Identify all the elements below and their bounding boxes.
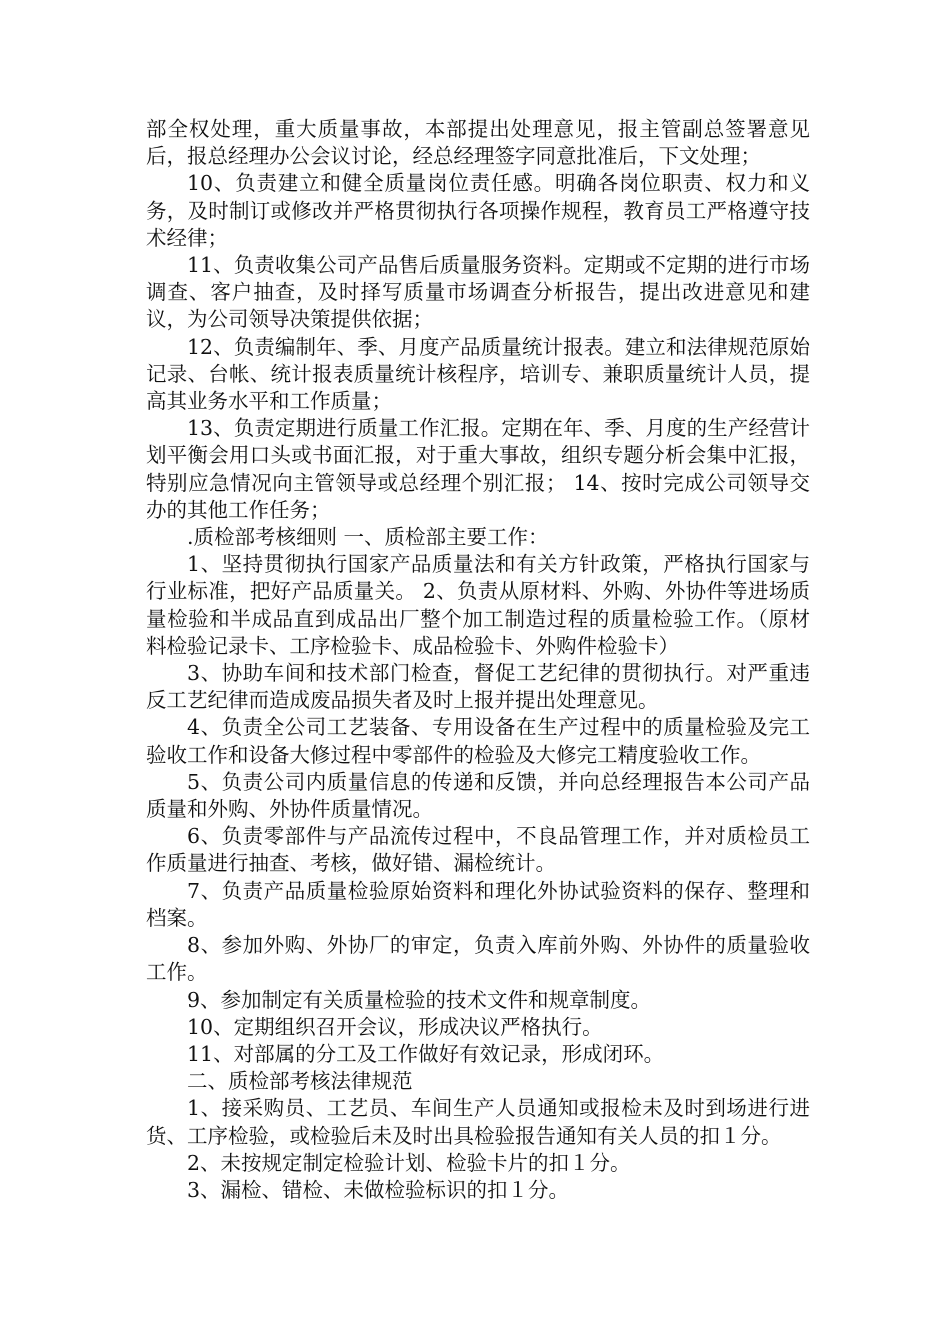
document-body	[146, 116, 810, 1204]
paragraph: 4、负责全公司工艺装备、专用设备在生产过程中的质量检验及完工验收工作和设备大修过程中零部件的检验及大修完工精度验收工作。	[146, 715, 810, 767]
paragraph: 12、负责编制年、季、月度产品质量统计报表。建立和法律规范原始记录、台帐、统计报表质量统计核程序，培训专、兼职质量统计人员，提高其业务水平和工作质量；	[146, 334, 810, 414]
paragraph: 11、对部属的分工及工作做好有效记录，形成闭环。	[187, 1041, 665, 1066]
paragraph: 1、坚持贯彻执行国家产品质量法和有关方针政策，严格执行国家与行业标准，把好产品质量关。 2、负责从原材料、外购、外协件等进场质量检验和半成品直到成品出厂整个加工制造过程的质量检验工作。（原材料检验记录卡、工序检验卡、成品检验卡、外购件检验卡）	[146, 552, 810, 658]
paragraph: 13、负责定期进行质量工作汇报。定期在年、季、月度的生产经营计划平衡会用口头或书面汇报，对于重大事故，组织专题分析会集中汇报，特别应急情况向主管领导或总经理个别汇报； 14、按时完成公司领导交办的其他工作任务；	[146, 416, 810, 522]
paragraph: 5、负责公司内质量信息的传递和反馈，并向总经理报告本公司产品质量和外购、外协件质量情况。	[146, 769, 810, 822]
paragraph: 3、协助车间和技术部门检查，督促工艺纪律的贯彻执行。对严重违反工艺纪律而造成废品损失者及时上报并提出处理意见。	[146, 661, 810, 713]
paragraph: 10、定期组织召开会议，形成决议严格执行。	[187, 1014, 603, 1039]
paragraph: 10、负责建立和健全质量岗位责任感。明确各岗位职责、权力和义务，及时制订或修改并严格贯彻执行各项操作规程，教育员工严格遵守技术经律；	[146, 171, 810, 250]
paragraph: 部全权处理，重大质量事故，本部提出处理意见，报主管副总签署意见后，报总经理办公会议讨论，经总经理签字同意批准后，下文处理；	[146, 117, 810, 169]
section-heading: .质检部考核细则 一、质检部主要工作：	[187, 525, 549, 550]
paragraph: 2、未按规定制定检验计划、检验卡片的扣１分。	[187, 1150, 631, 1175]
paragraph: 7、负责产品质量检验原始资料和理化外协试验资料的保存、整理和档案。	[146, 878, 810, 930]
paragraph: 3、漏检、错检、未做检验标识的扣１分。	[187, 1177, 570, 1202]
paragraph: 6、负责零部件与产品流传过程中，不良品管理工作，并对质检员工作质量进行抽查、考核，做好错、漏检统计。	[146, 824, 810, 876]
paragraph: 11、负责收集公司产品售后质量服务资料。定期或不定期的进行市场调查、客户抽查，及时择写质量市场调查分析报告，提出改进意见和建议，为公司领导决策提供依据；	[146, 253, 810, 332]
paragraph: 1、接采购员、工艺员、车间生产人员通知或报检未及时到场进行进货、工序检验，或检验后未及时出具检验报告通知有关人员的扣１分。	[146, 1096, 810, 1148]
paragraph: 9、参加制定有关质量检验的技术文件和规章制度。	[187, 987, 652, 1012]
paragraph: 8、参加外购、外协厂的审定，负责入库前外购、外协件的质量验收工作。	[146, 933, 810, 985]
section-heading: 二、质检部考核法律规范	[187, 1069, 413, 1094]
